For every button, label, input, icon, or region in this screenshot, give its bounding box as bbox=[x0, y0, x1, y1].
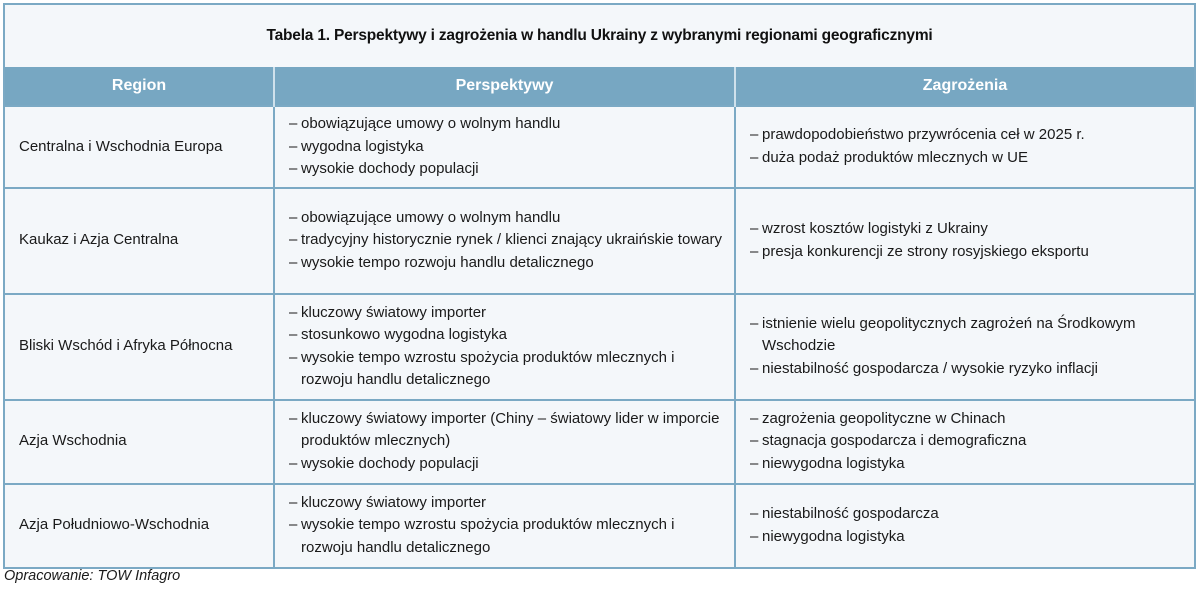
zagrozenia-cell bbox=[735, 106, 1194, 188]
list-item: – niestabilność gospodarcza / wysokie ryzyko inflacji bbox=[750, 358, 1182, 381]
perspektywy-list bbox=[289, 207, 722, 275]
list-item: – wygodna logistyka bbox=[289, 136, 722, 159]
region-cell bbox=[5, 188, 274, 294]
column-header-zagrozenia: Zagrożenia bbox=[735, 67, 1194, 106]
region-cell bbox=[5, 484, 274, 567]
table-row bbox=[5, 106, 1194, 188]
table-row bbox=[5, 188, 1194, 294]
list-item: – wysokie tempo wzrostu spożycia produktów mlecznych i rozwoju handlu detalicznego bbox=[289, 347, 722, 392]
region-cell bbox=[5, 294, 274, 400]
list-item: – niewygodna logistyka bbox=[750, 526, 1182, 549]
list-item: – prawdopodobieństwo przywrócenia ceł w 2025 r. bbox=[750, 124, 1182, 147]
region-name: Centralna i Wschodnia Europa bbox=[19, 137, 223, 155]
data-table bbox=[5, 67, 1194, 567]
perspektywy-cell bbox=[274, 188, 735, 294]
perspektywy-cell bbox=[274, 106, 735, 188]
zagrozenia-list bbox=[750, 218, 1182, 263]
list-item: – niestabilność gospodarcza bbox=[750, 503, 1182, 526]
list-item: – kluczowy światowy importer bbox=[289, 302, 722, 325]
table-title: Tabela 1. Perspektywy i zagrożenia w handlu Ukrainy z wybranymi regionami geograficznymi bbox=[5, 5, 1194, 67]
table-row bbox=[5, 294, 1194, 400]
zagrozenia-list bbox=[750, 503, 1182, 548]
list-item: – wysokie dochody populacji bbox=[289, 453, 722, 476]
list-item: – stosunkowo wygodna logistyka bbox=[289, 324, 722, 347]
perspektywy-cell bbox=[274, 400, 735, 484]
perspektywy-cell bbox=[274, 484, 735, 567]
perspektywy-list bbox=[289, 302, 722, 392]
zagrozenia-list bbox=[750, 124, 1182, 169]
zagrozenia-cell bbox=[735, 188, 1194, 294]
list-item: – zagrożenia geopolityczne w Chinach bbox=[750, 408, 1182, 431]
list-item: – duża podaż produktów mlecznych w UE bbox=[750, 147, 1182, 170]
list-item: – kluczowy światowy importer (Chiny – światowy lider w imporcie produktów mlecznych) bbox=[289, 408, 722, 453]
table-row bbox=[5, 484, 1194, 567]
perspektywy-list bbox=[289, 408, 722, 476]
perspektywy-list bbox=[289, 113, 722, 181]
table-header bbox=[5, 67, 1194, 106]
list-item: – wysokie tempo rozwoju handlu detalicznego bbox=[289, 252, 722, 275]
list-item: – tradycyjny historycznie rynek / klienci znający ukraińskie towary bbox=[289, 229, 722, 252]
region-name: Azja Południowo-Wschodnia bbox=[19, 516, 210, 534]
list-item: – presja konkurencji ze strony rosyjskiego eksportu bbox=[750, 241, 1182, 264]
column-header-perspektywy: Perspektywy bbox=[274, 67, 735, 106]
source-note: Opracowanie: TOW Infagro bbox=[4, 568, 181, 584]
zagrozenia-cell bbox=[735, 484, 1194, 567]
list-item: – istnienie wielu geopolitycznych zagrożeń na Środkowym Wschodzie bbox=[750, 313, 1182, 358]
table-container bbox=[3, 3, 1196, 569]
list-item: – wysokie dochody populacji bbox=[289, 158, 722, 181]
perspektywy-cell bbox=[274, 294, 735, 400]
column-header-region: Region bbox=[5, 67, 274, 106]
perspektywy-list bbox=[289, 492, 722, 560]
region-name: Kaukaz i Azja Centralna bbox=[19, 231, 179, 249]
list-item: – obowiązujące umowy o wolnym handlu bbox=[289, 207, 722, 230]
region-name: Bliski Wschód i Afryka Północna bbox=[19, 337, 233, 355]
list-item: – kluczowy światowy importer bbox=[289, 492, 722, 515]
list-item: – wzrost kosztów logistyki z Ukrainy bbox=[750, 218, 1182, 241]
region-name: Azja Wschodnia bbox=[19, 432, 127, 450]
zagrozenia-list bbox=[750, 313, 1182, 381]
table-body bbox=[5, 106, 1194, 567]
list-item: – stagnacja gospodarcza i demograficzna bbox=[750, 430, 1182, 453]
region-cell bbox=[5, 106, 274, 188]
table-row bbox=[5, 400, 1194, 484]
zagrozenia-list bbox=[750, 408, 1182, 476]
list-item: – wysokie tempo wzrostu spożycia produktów mlecznych i rozwoju handlu detalicznego bbox=[289, 514, 722, 559]
zagrozenia-cell bbox=[735, 400, 1194, 484]
list-item: – niewygodna logistyka bbox=[750, 453, 1182, 476]
region-cell bbox=[5, 400, 274, 484]
header-row bbox=[5, 67, 1194, 106]
zagrozenia-cell bbox=[735, 294, 1194, 400]
list-item: – obowiązujące umowy o wolnym handlu bbox=[289, 113, 722, 136]
